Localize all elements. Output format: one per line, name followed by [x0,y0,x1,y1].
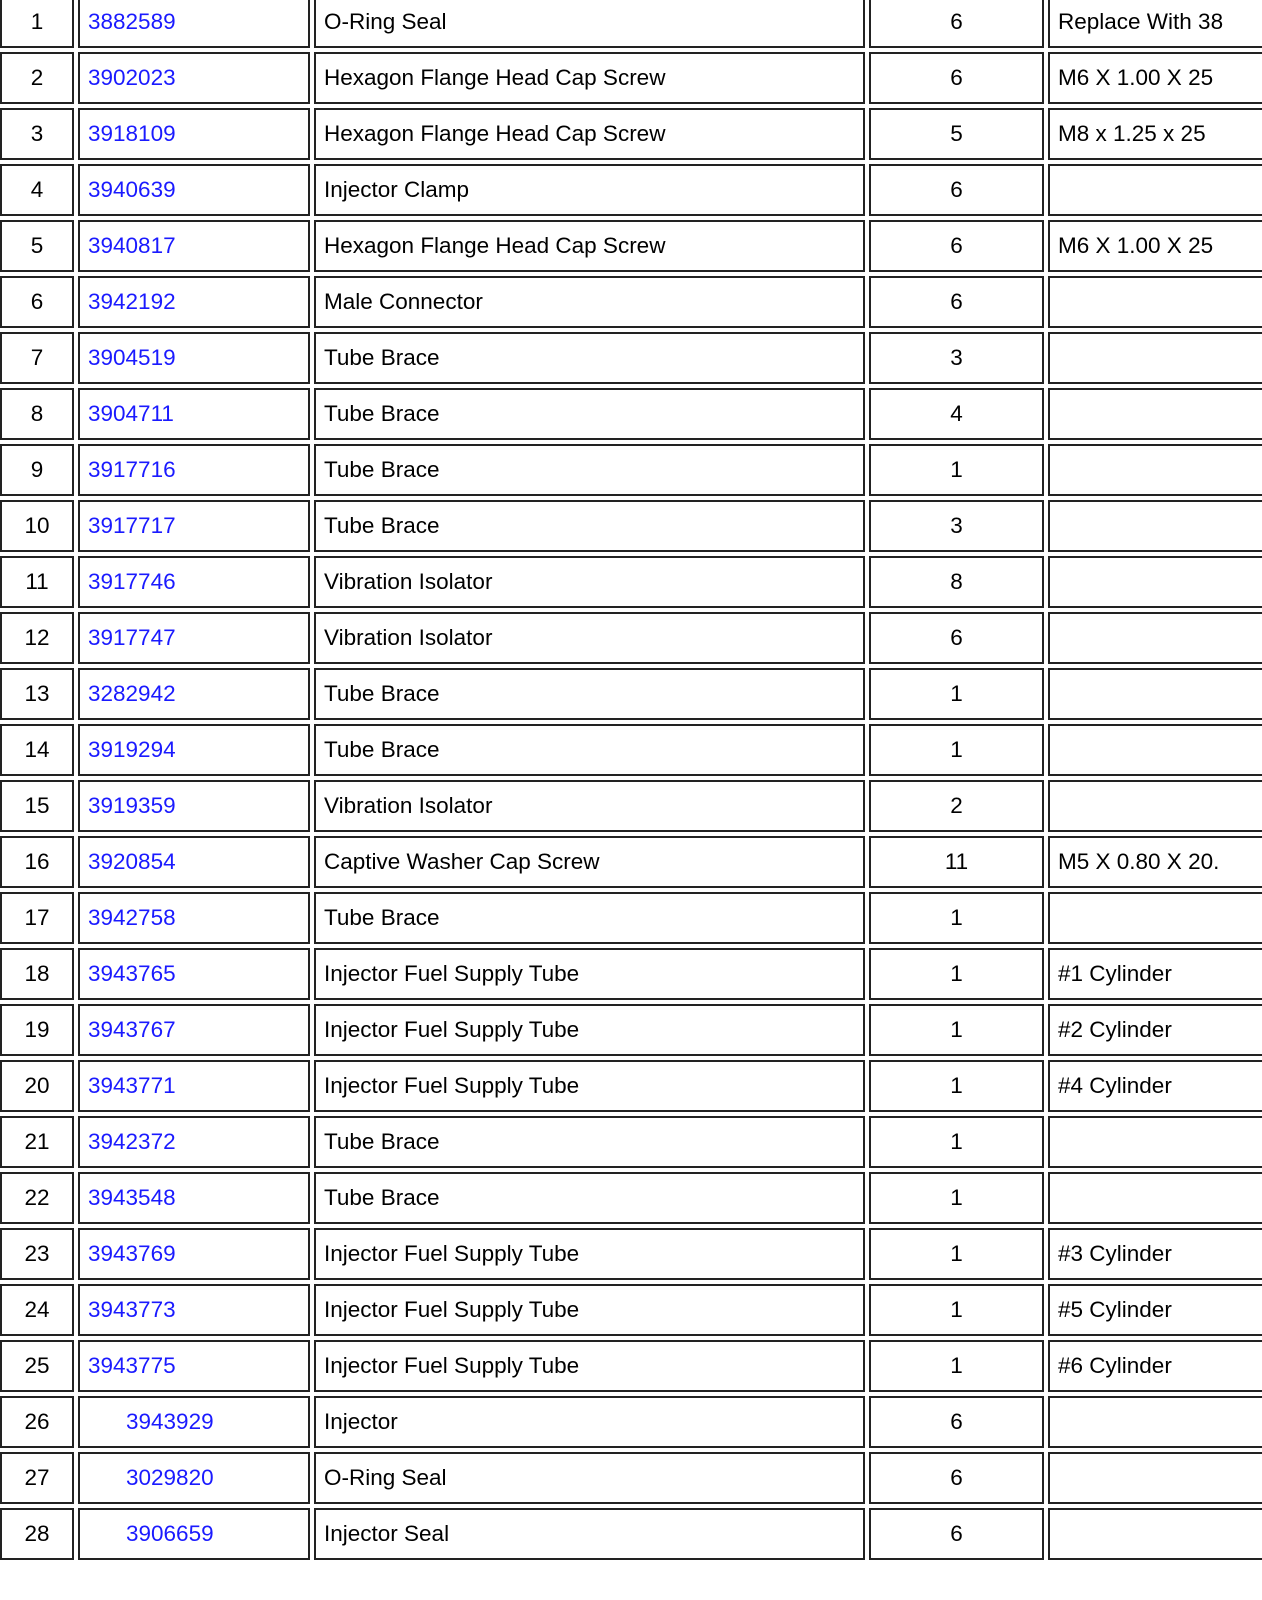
table-row [0,1396,1262,1448]
ref-number-cell: 13 [0,668,74,720]
part-number-cell [78,780,310,832]
part-number-cell [78,52,310,104]
description-cell: Injector Fuel Supply Tube [314,1340,865,1392]
table-row [0,836,1262,888]
part-number-link[interactable]: 3942192 [88,289,176,314]
remarks-cell [1048,164,1262,216]
remarks-cell [1048,668,1262,720]
quantity-cell: 6 [869,52,1044,104]
part-number-link[interactable]: 3029820 [126,1465,214,1490]
ref-number-cell: 5 [0,220,74,272]
remarks-cell [1048,1172,1262,1224]
description-cell: Tube Brace [314,500,865,552]
ref-number-cell: 3 [0,108,74,160]
remarks-cell [1048,556,1262,608]
remarks-cell [1048,332,1262,384]
description-cell: Tube Brace [314,332,865,384]
part-number-link[interactable]: 3919294 [88,737,176,762]
ref-number-cell: 1 [0,0,74,48]
part-number-link[interactable]: 3917716 [88,457,176,482]
part-number-link[interactable]: 3917717 [88,513,176,538]
ref-number-cell: 17 [0,892,74,944]
ref-number-cell: 21 [0,1116,74,1168]
quantity-cell: 1 [869,1284,1044,1336]
part-number-link[interactable]: 3943929 [126,1409,214,1434]
part-number-cell [78,1396,310,1448]
quantity-cell: 6 [869,276,1044,328]
part-number-cell [78,1004,310,1056]
part-number-cell [78,388,310,440]
part-number-link[interactable]: 3917746 [88,569,176,594]
ref-number-cell: 2 [0,52,74,104]
table-row [0,108,1262,160]
quantity-cell: 6 [869,1452,1044,1504]
remarks-cell: M5 X 0.80 X 20. [1048,836,1262,888]
part-number-cell [78,1508,310,1560]
part-number-cell [78,164,310,216]
part-number-link[interactable]: 3943765 [88,961,176,986]
part-number-cell [78,948,310,1000]
quantity-cell: 3 [869,500,1044,552]
part-number-cell [78,220,310,272]
part-number-link[interactable]: 3919359 [88,793,176,818]
quantity-cell: 1 [869,724,1044,776]
remarks-cell [1048,1452,1262,1504]
description-cell: Injector Fuel Supply Tube [314,1004,865,1056]
ref-number-cell: 20 [0,1060,74,1112]
description-cell: Tube Brace [314,1116,865,1168]
quantity-cell: 6 [869,1396,1044,1448]
quantity-cell: 6 [869,164,1044,216]
ref-number-cell: 24 [0,1284,74,1336]
table-row [0,612,1262,664]
ref-number-cell: 4 [0,164,74,216]
description-cell: Hexagon Flange Head Cap Screw [314,52,865,104]
part-number-link[interactable]: 3282942 [88,681,176,706]
quantity-cell: 6 [869,1508,1044,1560]
table-row [0,892,1262,944]
part-number-link[interactable]: 3943773 [88,1297,176,1322]
part-number-cell [78,332,310,384]
description-cell: Captive Washer Cap Screw [314,836,865,888]
part-number-cell [78,724,310,776]
table-row [0,0,1262,48]
ref-number-cell: 26 [0,1396,74,1448]
part-number-cell [78,892,310,944]
ref-number-cell: 14 [0,724,74,776]
part-number-link[interactable]: 3943769 [88,1241,176,1266]
description-cell: Injector Seal [314,1508,865,1560]
description-cell: Injector Clamp [314,164,865,216]
remarks-cell [1048,444,1262,496]
quantity-cell: 1 [869,444,1044,496]
part-number-link[interactable]: 3943548 [88,1185,176,1210]
table-row [0,332,1262,384]
part-number-cell [78,1284,310,1336]
table-row [0,1004,1262,1056]
part-number-link[interactable]: 3943771 [88,1073,176,1098]
part-number-link[interactable]: 3904519 [88,345,176,370]
table-row [0,948,1262,1000]
remarks-cell: M6 X 1.00 X 25 [1048,220,1262,272]
remarks-cell: M6 X 1.00 X 25 [1048,52,1262,104]
part-number-cell [78,1452,310,1504]
remarks-cell: #6 Cylinder [1048,1340,1262,1392]
quantity-cell: 1 [869,668,1044,720]
description-cell: Vibration Isolator [314,612,865,664]
table-row [0,1508,1262,1560]
part-number-link[interactable]: 3943775 [88,1353,176,1378]
quantity-cell: 2 [869,780,1044,832]
quantity-cell: 1 [869,892,1044,944]
remarks-cell: M8 x 1.25 x 25 [1048,108,1262,160]
ref-number-cell: 18 [0,948,74,1000]
table-row [0,444,1262,496]
part-number-cell [78,444,310,496]
table-row [0,1452,1262,1504]
ref-number-cell: 23 [0,1228,74,1280]
ref-number-cell: 8 [0,388,74,440]
quantity-cell: 3 [869,332,1044,384]
table-row [0,1116,1262,1168]
remarks-cell: #1 Cylinder [1048,948,1262,1000]
ref-number-cell: 9 [0,444,74,496]
remarks-cell [1048,1396,1262,1448]
part-number-link[interactable]: 3940639 [88,177,176,202]
table-row [0,668,1262,720]
description-cell: Vibration Isolator [314,780,865,832]
remarks-cell [1048,388,1262,440]
quantity-cell: 6 [869,0,1044,48]
quantity-cell: 1 [869,1172,1044,1224]
description-cell: Male Connector [314,276,865,328]
remarks-cell [1048,780,1262,832]
remarks-cell [1048,612,1262,664]
remarks-cell [1048,1116,1262,1168]
ref-number-cell: 27 [0,1452,74,1504]
description-cell: Injector Fuel Supply Tube [314,1284,865,1336]
description-cell: Tube Brace [314,1172,865,1224]
ref-number-cell: 15 [0,780,74,832]
part-number-cell [78,1060,310,1112]
quantity-cell: 1 [869,948,1044,1000]
part-number-cell [78,0,310,48]
description-cell: Injector [314,1396,865,1448]
ref-number-cell: 28 [0,1508,74,1560]
table-row [0,276,1262,328]
ref-number-cell: 6 [0,276,74,328]
remarks-cell [1048,276,1262,328]
quantity-cell: 6 [869,220,1044,272]
description-cell: Vibration Isolator [314,556,865,608]
quantity-cell: 5 [869,108,1044,160]
table-row [0,724,1262,776]
remarks-cell: Replace With 38 [1048,0,1262,48]
part-number-link[interactable]: 3902023 [88,65,176,90]
table-row [0,1172,1262,1224]
quantity-cell: 1 [869,1004,1044,1056]
part-number-cell [78,276,310,328]
ref-number-cell: 22 [0,1172,74,1224]
part-number-cell [78,1228,310,1280]
table-row [0,220,1262,272]
ref-number-cell: 25 [0,1340,74,1392]
part-number-link[interactable]: 3940817 [88,233,176,258]
table-row [0,556,1262,608]
description-cell: Tube Brace [314,724,865,776]
remarks-cell [1048,892,1262,944]
description-cell: Injector Fuel Supply Tube [314,1060,865,1112]
part-number-link[interactable]: 3942372 [88,1129,176,1154]
part-number-cell [78,836,310,888]
table-row [0,388,1262,440]
table-row [0,52,1262,104]
description-cell: Tube Brace [314,668,865,720]
quantity-cell: 8 [869,556,1044,608]
part-number-link[interactable]: 3917747 [88,625,176,650]
remarks-cell [1048,500,1262,552]
description-cell: Injector Fuel Supply Tube [314,948,865,1000]
part-number-cell [78,500,310,552]
part-number-cell [78,1116,310,1168]
ref-number-cell: 12 [0,612,74,664]
ref-number-cell: 16 [0,836,74,888]
part-number-link[interactable]: 3942758 [88,905,176,930]
quantity-cell: 1 [869,1228,1044,1280]
part-number-link[interactable]: 3906659 [126,1521,214,1546]
quantity-cell: 1 [869,1060,1044,1112]
table-row [0,1060,1262,1112]
part-number-cell [78,108,310,160]
description-cell: O-Ring Seal [314,0,865,48]
remarks-cell [1048,724,1262,776]
part-number-link[interactable]: 3920854 [88,849,176,874]
table-row [0,500,1262,552]
part-number-cell [78,1340,310,1392]
quantity-cell: 4 [869,388,1044,440]
description-cell: Tube Brace [314,892,865,944]
part-number-cell [78,612,310,664]
part-number-cell [78,1172,310,1224]
remarks-cell: #3 Cylinder [1048,1228,1262,1280]
table-row [0,164,1262,216]
description-cell: Injector Fuel Supply Tube [314,1228,865,1280]
quantity-cell: 11 [869,836,1044,888]
description-cell: O-Ring Seal [314,1452,865,1504]
description-cell: Hexagon Flange Head Cap Screw [314,108,865,160]
part-number-link[interactable]: 3943767 [88,1017,176,1042]
table-row [0,1340,1262,1392]
quantity-cell: 1 [869,1116,1044,1168]
description-cell: Hexagon Flange Head Cap Screw [314,220,865,272]
remarks-cell: #4 Cylinder [1048,1060,1262,1112]
ref-number-cell: 10 [0,500,74,552]
table-row [0,780,1262,832]
part-number-cell [78,668,310,720]
remarks-cell: #2 Cylinder [1048,1004,1262,1056]
ref-number-cell: 7 [0,332,74,384]
part-number-link[interactable]: 3918109 [88,121,176,146]
part-number-link[interactable]: 3882589 [88,9,176,34]
table-row [0,1228,1262,1280]
part-number-cell [78,556,310,608]
part-number-link[interactable]: 3904711 [88,401,174,426]
description-cell: Tube Brace [314,388,865,440]
remarks-cell: #5 Cylinder [1048,1284,1262,1336]
quantity-cell: 6 [869,612,1044,664]
remarks-cell [1048,1508,1262,1560]
table-row [0,1284,1262,1336]
quantity-cell: 1 [869,1340,1044,1392]
description-cell: Tube Brace [314,444,865,496]
ref-number-cell: 19 [0,1004,74,1056]
ref-number-cell: 11 [0,556,74,608]
